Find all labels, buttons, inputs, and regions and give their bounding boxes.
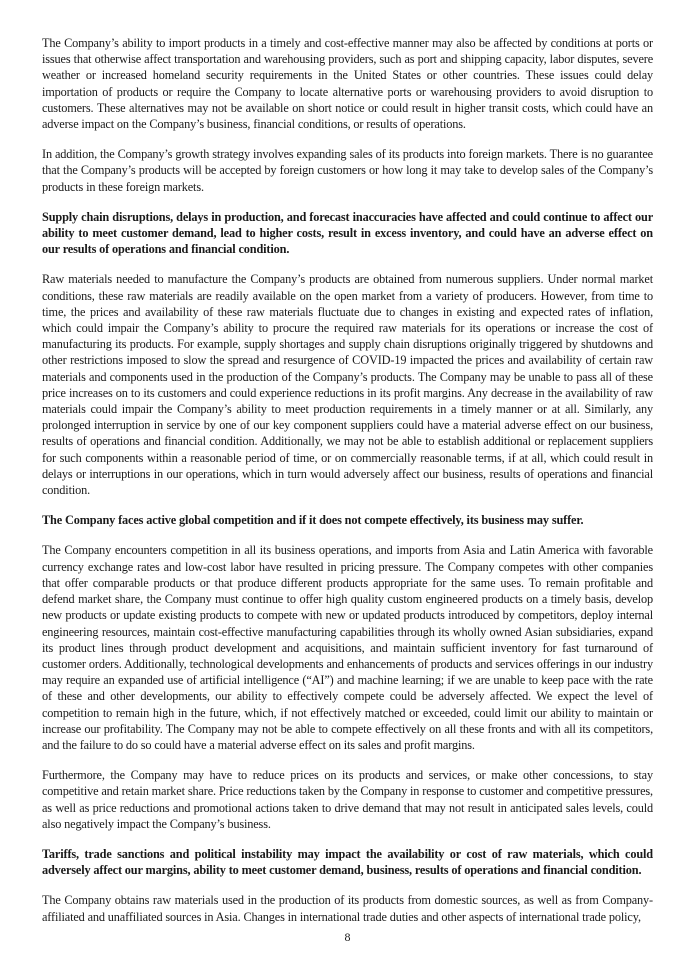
body-paragraph: In addition, the Company’s growth strategy involves expanding sales of its products into foreign markets. There is no guarantee that the Company’s products will be accepted by foreign customers or how long it may take to develop sales of the Company’s products in these foreign markets. (42, 147, 653, 194)
section-heading: The Company faces active global competition and if it does not compete effectively, its business may suffer. (42, 513, 584, 528)
body-paragraph: The Company obtains raw materials used in the production of its products from domestic sources, as well as from Company-affiliated and unaffiliated sources in Asia. Changes in international trade duties and other aspects of international trade policy, (42, 893, 653, 924)
page-number: 8 (344, 929, 351, 944)
section-heading: Tariffs, trade sanctions and political instability may impact the availability or cost of raw materials, which could adversely affect our margins, ability to meet customer demand, business, results of operations and financial condition. (42, 846, 653, 878)
body-paragraph: The Company encounters competition in all its business operations, and imports from Asia and Latin America with favorable currency exchange rates and low-cost labor have resulted in pricing pressure. The Company competes with other companies that offer comparable products or that produce different products appropriate for the same uses. To remain profitable and defend market share, the Company must continue to offer high quality custom engineered products on a timely basis, develop new products or update existing products to compete with new or updated products introduced by competitors, deploy internal engineering resources, maintain cost-effective manufacturing capabilities through its wholly owned Asian subsidiaries, expand its product lines through product development and acquisitions, and maintain sufficient inventory for fast turnaround of customer orders. Additionally, technological developments and enhancements of products and services offerings in our industry may require an expanded use of artificial intelligence (“AI”) and machine learning; if we are unable to keep pace with the rate of these and other developments, our ability to effectively compete could be adversely affected. We expect the level of competition to remain high in the future, which, if not effectively matched or exceeded, could limit our ability to maintain or increase our profitability. The Company may not be able to compete effectively on all these fronts and with all its competitors, and the failure to do so could have a material adverse effect on its sales and profit margins. (42, 543, 653, 752)
body-paragraph: The Company’s ability to import products in a timely and cost-effective manner may also be affected by conditions at ports or issues that otherwise affect transportation and warehousing providers, such as port and shipping capacity, labor disputes, severe weather or increased homeland security requirements in the United States or other countries. These issues could delay importation of products or require the Company to locate alternative ports or warehousing providers to avoid disruption to customers. These alternatives may not be available on short notice or could result in higher transit costs, which could have an adverse impact on the Company’s business, financial conditions, or results of operations. (42, 36, 653, 132)
body-paragraph: Furthermore, the Company may have to reduce prices on its products and services, or make other concessions, to stay competitive and retain market share. Price reductions taken by the Company in response to customer and competitive pressures, as well as price reductions and promotional actions taken to drive demand that may not result in anticipated sales levels, could also negatively impact the Company’s business. (42, 768, 653, 831)
section-heading: Supply chain disruptions, delays in production, and forecast inaccuracies have affected and could continue to affect our ability to meet customer demand, lead to higher costs, result in excess inventory, and could have an adverse effect on our results of operations and financial condition. (42, 209, 653, 257)
body-paragraph: Raw materials needed to manufacture the Company’s products are obtained from numerous suppliers. Under normal market conditions, these raw materials are readily available on the open market from a variety of producers. However, from time to time, the prices and availability of these raw materials fluctuate due to changes in existing and expected rates of inflation, which could impair the Company’s ability to procure the required raw materials for its operations or increase the cost of manufacturing its products. For example, supply shortages and supply chain disruptions originally triggered by shutdowns and other restrictions imposed to slow the spread and resurgence of COVID-19 impacted the prices and availability of certain raw materials and components used in the production of the Company’s products. The Company may be unable to pass all of these price increases on to its customers and could experience reductions in its profit margins. Any decrease in the availability of raw materials could impair the Company’s ability to meet production requirements in a timely manner or at all. Similarly, any prolonged interruption in service by one of our key component suppliers could have a material adverse effect on our business, results of operations and financial condition. Additionally, we may not be able to establish additional or replacement suppliers for such components within a reasonable period of time, or on commercially reasonable terms, if at all, which could result in delays or interruptions in our operations, which in turn would adversely affect our business, results of operations and financial condition. (42, 272, 653, 498)
